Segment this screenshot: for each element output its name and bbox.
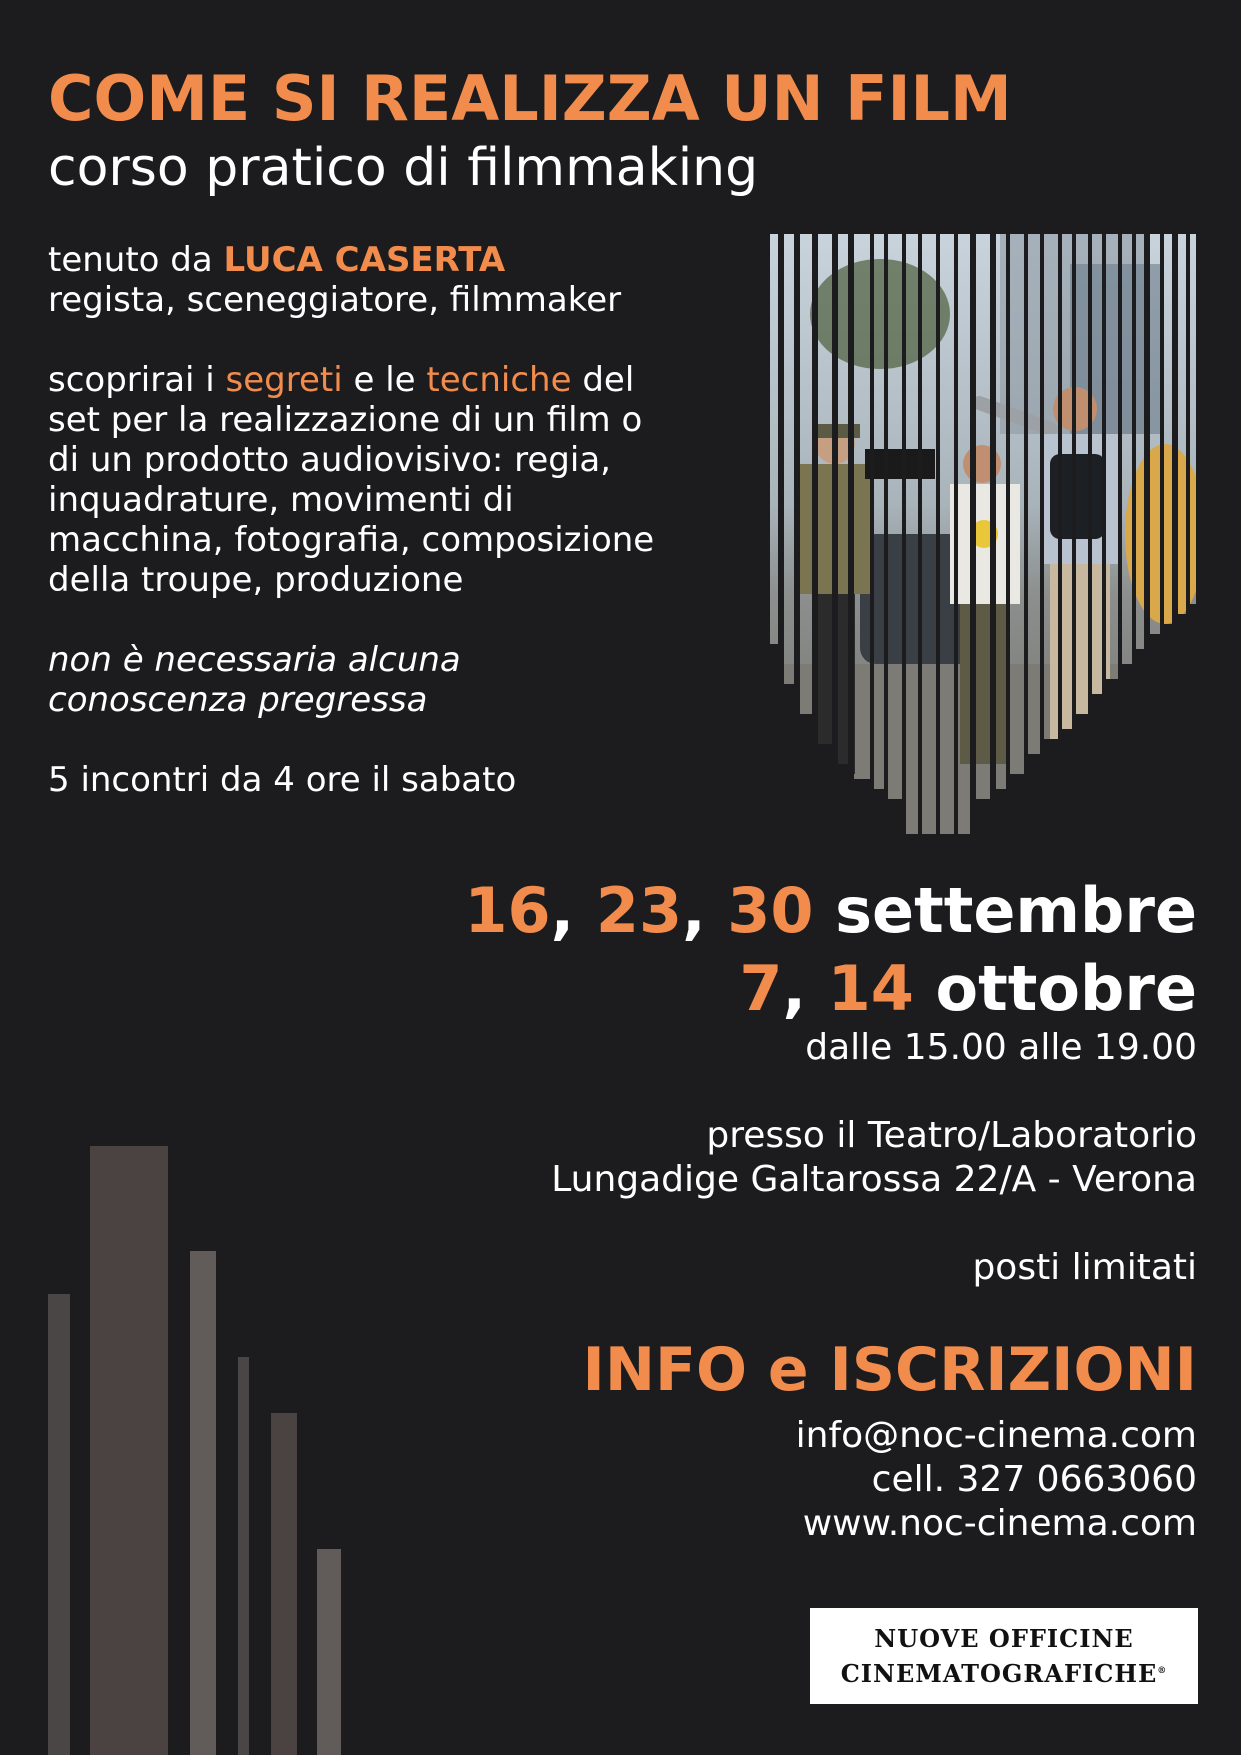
date-separator: ,	[682, 874, 728, 947]
course-description-block	[48, 240, 708, 800]
dates-october	[739, 952, 1197, 1025]
sessions-info: 5 incontri da 4 ore il sabato	[48, 760, 517, 800]
decorative-bar	[238, 1357, 249, 1755]
desc-part1: scoprirai i	[48, 360, 226, 400]
decorative-bar	[317, 1549, 341, 1755]
date-day: 30	[727, 874, 814, 947]
venue-address: Lungadige Galtarossa 22/A - Verona	[551, 1159, 1197, 1200]
page-title: COME SI REALIZZA UN FILM	[48, 62, 1012, 135]
contact-website[interactable]: www.noc-cinema.com	[802, 1503, 1197, 1544]
venue-name: presso il Teatro/Laboratorio	[706, 1115, 1197, 1156]
desc-part3: del set per la realizzazione di un film o di un prodotto audiovisivo: regia, inquadrature, movimenti di macchina, fotografia, composizione della troupe, produzione	[48, 360, 655, 600]
seats-note: posti limitati	[972, 1247, 1197, 1288]
date-separator: ,	[550, 874, 596, 947]
registered-mark: ®	[1157, 1665, 1168, 1676]
date-separator: ,	[782, 952, 828, 1025]
noc-logo	[810, 1608, 1198, 1704]
info-heading: INFO e ISCRIZIONI	[582, 1335, 1197, 1405]
logo-line2-wrap	[810, 1655, 1198, 1690]
decorative-bar	[190, 1251, 216, 1755]
teacher-name: LUCA CASERTA	[223, 240, 506, 280]
teacher-prefix: tenuto da	[48, 240, 224, 280]
teacher-line	[48, 240, 708, 280]
decorative-bar	[90, 1146, 168, 1755]
decorative-bar	[48, 1294, 70, 1755]
film-crew-striped-photo	[770, 234, 1198, 836]
dates-september	[464, 874, 1197, 947]
month-october: ottobre	[935, 952, 1197, 1025]
decorative-bar	[271, 1413, 297, 1755]
course-description	[48, 360, 668, 600]
page-subtitle: corso pratico di filmmaking	[48, 138, 759, 198]
date-day: 16	[464, 874, 551, 947]
logo-line1: NUOVE OFFICINE	[874, 1623, 1134, 1653]
teacher-roles: regista, sceneggiatore, filmmaker	[48, 280, 622, 320]
date-day: 23	[595, 874, 683, 947]
contact-phone[interactable]: cell. 327 0663060	[871, 1459, 1197, 1500]
desc-part2: e le	[342, 360, 427, 400]
contact-email[interactable]: info@noc-cinema.com	[795, 1415, 1197, 1456]
logo-line2: CINEMATOGRAFICHE	[840, 1658, 1158, 1688]
date-day: 7	[739, 952, 783, 1025]
date-day: 14	[827, 952, 914, 1025]
month-september: settembre	[835, 874, 1197, 947]
desc-highlight-tecniche: tecniche	[426, 360, 572, 400]
date-separator	[814, 874, 836, 947]
session-hours: dalle 15.00 alle 19.00	[805, 1027, 1197, 1068]
desc-highlight-segreti: segreti	[225, 360, 343, 400]
prerequisite-note: non è necessaria alcuna conoscenza pregressa	[48, 640, 461, 720]
date-separator	[914, 952, 936, 1025]
